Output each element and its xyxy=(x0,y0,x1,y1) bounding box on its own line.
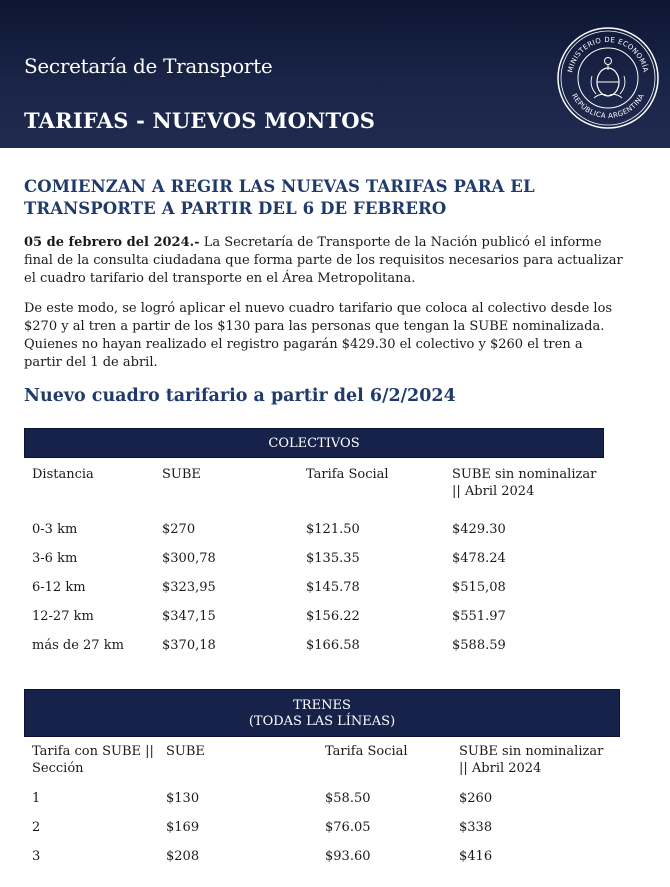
trenes-table-title xyxy=(24,689,620,737)
svg-text:MINISTERIO DE ECONOMÍA: MINISTERIO DE ECONOMÍA xyxy=(566,35,650,74)
table-cell: $166.58 xyxy=(306,638,360,653)
table-cell: $58.50 xyxy=(325,791,371,806)
table-cell: $416 xyxy=(459,849,493,864)
colectivos-table-title: COLECTIVOS xyxy=(24,428,604,458)
svg-text:REPÚBLICA ARGENTINA: REPÚBLICA ARGENTINA xyxy=(570,92,646,121)
table-cell: $588.59 xyxy=(452,638,506,653)
table-cell: $323,95 xyxy=(162,580,216,595)
table-cell: $551.97 xyxy=(452,609,506,624)
table-cell: $93.60 xyxy=(325,849,371,864)
table-cell: $130 xyxy=(166,791,200,806)
table-cell: 6-12 km xyxy=(32,580,86,595)
table-section-heading: Nuevo cuadro tarifario a partir del 6/2/2024 xyxy=(24,386,456,406)
table-cell: más de 27 km xyxy=(32,638,124,653)
column-header: Tarifa Social xyxy=(325,744,408,759)
table-cell: $169 xyxy=(166,820,200,835)
trenes-subtitle: (TODAS LAS LÍNEAS) xyxy=(248,714,396,729)
page-title: TARIFAS - NUEVOS MONTOS xyxy=(24,108,376,133)
table-cell: $156.22 xyxy=(306,609,360,624)
table-cell: $145.78 xyxy=(306,580,360,595)
table-cell: $121.50 xyxy=(306,522,360,537)
ministry-seal-icon xyxy=(556,26,660,130)
table-cell: $478.24 xyxy=(452,551,506,566)
table-row xyxy=(24,522,604,551)
table-cell: $260 xyxy=(459,791,493,806)
table-cell: $270 xyxy=(162,522,196,537)
organization-name: Secretaría de Transporte xyxy=(24,54,273,78)
table-row xyxy=(24,609,604,638)
table-cell: 12-27 km xyxy=(32,609,94,624)
table-row xyxy=(24,638,604,667)
table-row xyxy=(24,820,620,849)
table-row xyxy=(24,849,620,878)
trenes-header-row xyxy=(24,743,620,787)
table-cell: 3 xyxy=(32,849,41,864)
colectivos-header-row xyxy=(24,466,604,512)
table-cell: $300,78 xyxy=(162,551,216,566)
table-cell: $135.35 xyxy=(306,551,360,566)
table-cell: $515,08 xyxy=(452,580,506,595)
column-header: Tarifa con SUBE || Sección xyxy=(32,744,154,776)
column-header: Distancia xyxy=(32,467,94,482)
table-cell: $338 xyxy=(459,820,493,835)
colectivos-table xyxy=(24,428,604,667)
article-body xyxy=(24,176,624,406)
trenes-table xyxy=(24,689,620,878)
article-date: 05 de febrero del 2024.- xyxy=(24,235,200,250)
table-cell: $347,15 xyxy=(162,609,216,624)
table-row xyxy=(24,791,620,820)
table-cell: 2 xyxy=(32,820,41,835)
table-cell: $208 xyxy=(166,849,200,864)
table-cell: 3-6 km xyxy=(32,551,78,566)
table-row xyxy=(24,551,604,580)
column-header: SUBE xyxy=(166,744,205,759)
paragraph-intro-text: La Secretaría de Transporte de la Nación publicó el informe final de la consulta ciudadana que forma parte de los requisitos necesarios para actualizar el cuadro tarifario del transporte en el Área Metropolitana. xyxy=(24,235,623,286)
table-cell: 0-3 km xyxy=(32,522,78,537)
column-header: Tarifa Social xyxy=(306,467,389,482)
paragraph-intro xyxy=(24,234,624,288)
column-header: SUBE sin nominalizar || Abril 2024 xyxy=(459,744,604,776)
header-banner xyxy=(0,0,670,148)
paragraph-details: De este modo, se logró aplicar el nuevo cuadro tarifario que coloca al colectivo desde los $270 y al tren a partir de los $130 para las personas que tengan la SUBE nominalizada. Quienes no hayan realizado el registro pagarán $429.30 el colectivo y $260 el tren a partir del 1 de abril. xyxy=(24,301,613,370)
table-cell: 1 xyxy=(32,791,41,806)
table-cell: $370,18 xyxy=(162,638,216,653)
column-header: SUBE xyxy=(162,467,201,482)
table-row xyxy=(24,580,604,609)
column-header: SUBE sin nominalizar || Abril 2024 xyxy=(452,467,597,499)
article-headline: COMIENZAN A REGIR LAS NUEVAS TARIFAS PARA EL TRANSPORTE A PARTIR DEL 6 DE FEBRERO xyxy=(24,177,535,218)
trenes-title: TRENES xyxy=(293,698,351,713)
table-cell: $76.05 xyxy=(325,820,371,835)
table-cell: $429.30 xyxy=(452,522,506,537)
